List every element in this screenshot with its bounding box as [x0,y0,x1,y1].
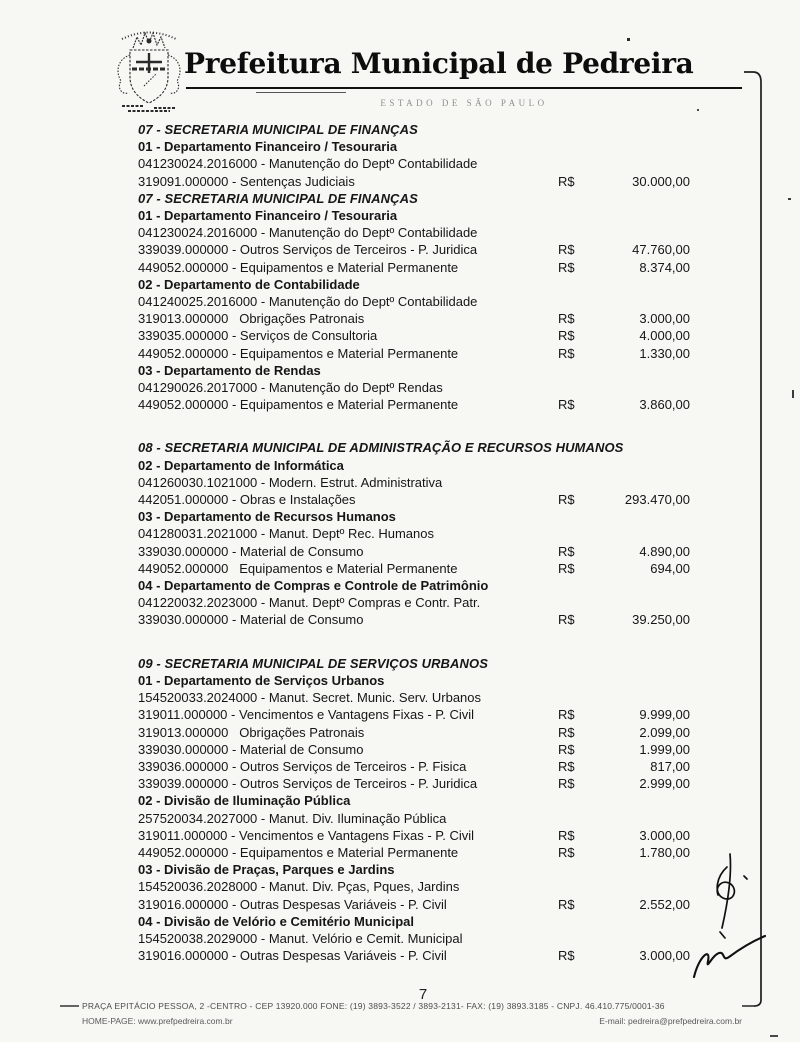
item-value: 1.999,00 [639,741,690,757]
item-value: 1.780,00 [639,844,690,860]
budget-row-program: 041230024.2016000 - Manutenção do Deptº Contabilidade [138,156,478,172]
budget-row-dept: 03 - Departamento de Recursos Humanos [138,509,396,525]
currency-label: R$ [558,242,575,258]
budget-row-item [138,896,690,913]
currency-label: R$ [558,612,575,628]
budget-row-item [138,706,690,723]
currency-label: R$ [558,724,575,740]
item-value: 817,00 [650,758,690,774]
budget-row-section: 08 - SECRETARIA MUNICIPAL DE ADMINISTRAÇÃO E RECURSOS HUMANOS [138,440,624,456]
item-label: 319011.000000 - Vencimentos e Vantagens Fixas - P. Civil [138,827,475,843]
budget-row-item [138,758,690,775]
budget-row-item [138,844,690,861]
item-value: 3.000,00 [639,311,690,327]
budget-row-program: 041290026.2017000 - Manutenção do Deptº Rendas [138,380,443,396]
item-label: 339030.000000 - Material de Consumo [138,612,364,628]
title-underline [186,87,742,89]
item-value: 47.760,00 [632,242,690,258]
budget-row-program: 154520033.2024000 - Manut. Secret. Munic. Serv. Urbanos [138,690,482,706]
title-underline-fragment [256,92,346,93]
budget-row-program: 154520036.2028000 - Manut. Div. Pças, Pques, Jardins [138,879,460,895]
footer-homepage: HOME-PAGE: www.prefpedreira.com.br [82,1016,233,1026]
page-number: 7 [418,986,428,1003]
footer-email: E-mail: pedreira@prefpedreira.com.br [599,1016,742,1026]
budget-row-item [138,241,690,258]
budget-row-dept: 03 - Divisão de Praças, Parques e Jardins [138,862,395,878]
budget-row-program: 041240025.2016000 - Manutenção do Deptº Contabilidade [138,294,478,310]
currency-label: R$ [558,328,575,344]
item-label: 449052.000000 - Equipamentos e Material Permanente [138,844,459,860]
handwritten-mark-1 [717,854,747,938]
currency-label: R$ [558,173,575,189]
item-label: 319011.000000 - Vencimentos e Vantagens Fixas - P. Civil [138,707,475,723]
budget-row-item [138,827,690,844]
budget-row-section: 07 - SECRETARIA MUNICIPAL DE FINANÇAS [138,122,418,137]
item-label: 449052.000000 - Equipamentos e Material Permanente [138,259,459,275]
item-value: 4.000,00 [639,328,690,344]
budget-row-item [138,560,690,577]
budget-row-item [138,947,690,964]
noise-speck [788,198,791,200]
currency-label: R$ [558,948,575,964]
budget-row-item [138,259,690,276]
currency-label: R$ [558,560,575,576]
budget-row-dept: 04 - Divisão de Velório e Cemitério Municipal [138,913,414,929]
budget-row-dept: 02 - Divisão de Iluminação Pública [138,793,351,809]
noise-speck [627,38,630,41]
item-label: 319013.000000 Obrigações Patronais [138,311,365,327]
budget-row-item [138,491,690,508]
page-title: Prefeitura Municipal de Pedreira [184,47,694,80]
budget-row-dept: 03 - Departamento de Rendas [138,362,321,378]
currency-label: R$ [558,397,575,413]
budget-row-program: 041280031.2021000 - Manut. Deptº Rec. Humanos [138,526,434,542]
item-label: 339035.000000 - Serviços de Consultoria [138,328,378,344]
item-value: 30.000,00 [632,173,690,189]
currency-label: R$ [558,707,575,723]
budget-row-item [138,396,690,413]
item-label: 449052.000000 - Equipamentos e Material Permanente [138,397,459,413]
budget-row-dept: 04 - Departamento de Compras e Controle de Patrimônio [138,578,489,594]
item-value: 2.999,00 [639,776,690,792]
item-label: 319091.000000 - Sentenças Judiciais [138,173,355,189]
currency-label: R$ [558,311,575,327]
item-value: 293.470,00 [624,492,690,508]
item-label: 319016.000000 - Outras Despesas Variáveis - P. Civil [138,896,447,912]
item-label: 449052.000000 Equipamentos e Material Permanente [138,560,458,576]
footer-address: PRAÇA EPITÁCIO PESSOA, 2 -CENTRO - CEP 13920.000 FONE: (19) 3893-3522 / 3893-2131- FAX: (19) 3893.3185 - CNPJ. 46.410.775/0001-36 [82,1001,665,1011]
item-label: 339036.000000 - Outros Serviços de Terceiros - P. Fisica [138,758,467,774]
budget-row-item [138,543,690,560]
budget-row-item [138,775,690,792]
budget-row-item [138,724,690,741]
currency-label: R$ [558,776,575,792]
currency-label: R$ [558,827,575,843]
item-value: 2.099,00 [639,724,690,740]
budget-row-item [138,310,690,327]
coat-of-arms-icon [104,24,194,116]
item-value: 2.552,00 [639,896,690,912]
item-label: 319016.000000 - Outras Despesas Variáveis - P. Civil [138,948,447,964]
currency-label: R$ [558,844,575,860]
handwritten-mark-2 [694,936,765,977]
item-value: 8.374,00 [639,259,690,275]
item-label: 442051.000000 - Obras e Instalações [138,492,356,508]
budget-row-item [138,345,690,362]
item-value: 9.999,00 [639,707,690,723]
budget-row-program: 041220032.2023000 - Manut. Deptº Compras e Contr. Patr. [138,595,481,611]
budget-row-item [138,611,690,628]
budget-row-dept: 01 - Departamento Financeiro / Tesouraria [138,139,398,155]
state-subtitle: ESTADO DE SÃO PAULO [380,98,548,108]
currency-label: R$ [558,259,575,275]
currency-label: R$ [558,543,575,559]
budget-listing [138,121,690,964]
budget-row-dept: 01 - Departamento Financeiro / Tesouraria [138,208,398,224]
currency-label: R$ [558,758,575,774]
item-label: 339030.000000 - Material de Consumo [138,741,364,757]
item-value: 694,00 [650,560,690,576]
item-value: 3.000,00 [639,948,690,964]
budget-row-section: 09 - SECRETARIA MUNICIPAL DE SERVIÇOS URBANOS [138,655,489,671]
item-label: 449052.000000 - Equipamentos e Material Permanente [138,345,459,361]
currency-label: R$ [558,345,575,361]
item-value: 3.000,00 [639,827,690,843]
budget-row-dept: 02 - Departamento de Informática [138,457,344,473]
budget-row-section: 07 - SECRETARIA MUNICIPAL DE FINANÇAS [138,190,418,206]
currency-label: R$ [558,896,575,912]
noise-speck [770,1035,778,1037]
noise-speck [792,390,794,398]
item-label: 339039.000000 - Outros Serviços de Terceiros - P. Juridica [138,242,478,258]
budget-row-item [138,173,690,190]
budget-row-item [138,741,690,758]
budget-row-program: 041230024.2016000 - Manutenção do Deptº Contabilidade [138,225,478,241]
item-value: 39.250,00 [632,612,690,628]
budget-row-dept: 01 - Departamento de Serviços Urbanos [138,672,385,688]
budget-row-program: 154520038.2029000 - Manut. Velório e Cemit. Municipal [138,930,463,946]
item-label: 339039.000000 - Outros Serviços de Terceiros - P. Juridica [138,776,478,792]
right-border-line [744,72,761,1006]
item-value: 3.860,00 [639,397,690,413]
budget-row-program: 257520034.2027000 - Manut. Div. Iluminação Pública [138,810,447,826]
currency-label: R$ [558,741,575,757]
item-label: 319013.000000 Obrigações Patronais [138,724,365,740]
budget-row-item [138,327,690,344]
currency-label: R$ [558,492,575,508]
item-value: 4.890,00 [639,543,690,559]
item-label: 339030.000000 - Material de Consumo [138,543,364,559]
budget-row-dept: 02 - Departamento de Contabilidade [138,276,360,292]
noise-speck [697,109,699,111]
item-value: 1.330,00 [639,345,690,361]
budget-row-program: 041260030.1021000 - Modern. Estrut. Administrativa [138,474,443,490]
